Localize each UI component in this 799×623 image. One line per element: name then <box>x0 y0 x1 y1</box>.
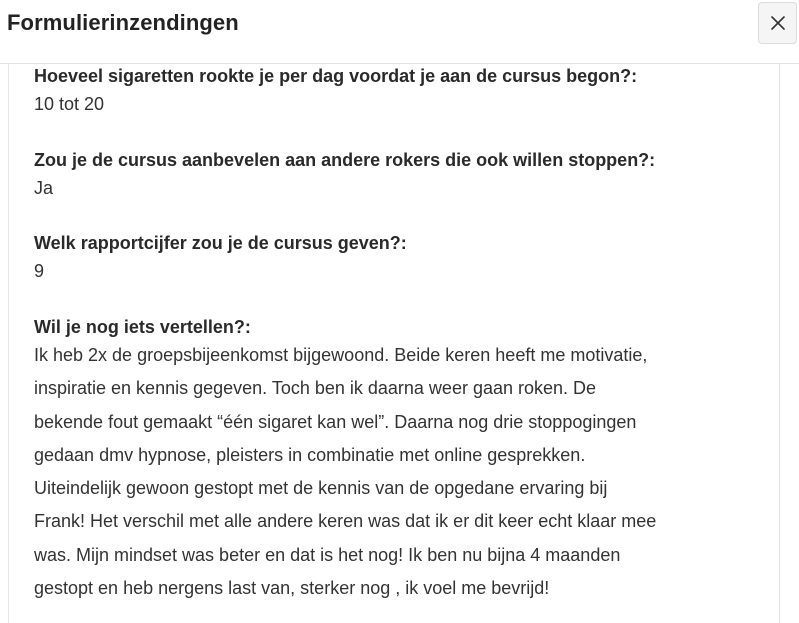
close-button[interactable] <box>758 2 797 44</box>
field-question: Hoeveel sigaretten rookte je per dag voordat je aan de cursus begon?: <box>34 66 638 86</box>
form-field <box>34 315 774 605</box>
field-answer <box>34 339 774 605</box>
field-answer: 9 <box>34 261 45 281</box>
answer-line: gedaan dmv hypnose, pleisters in combinatie met online gesprekken. <box>34 444 586 465</box>
answer-line: inspiratie en kennis gegeven. Toch ben ik daarna weer gaan roken. De <box>34 378 597 399</box>
field-question: Welk rapportcijfer zou je de cursus geven?: <box>34 233 407 253</box>
answer-line: was. Mijn mindset was beter en dat is het nog! Ik ben nu bijna 4 maanden <box>34 544 621 565</box>
field-answer: Ja <box>34 178 54 198</box>
close-icon <box>770 15 786 31</box>
answer-line: Ik heb 2x de groepsbijeenkomst bijgewoond. Beide keren heeft me motivatie, <box>34 345 648 365</box>
modal-header <box>0 0 799 64</box>
submission-content[interactable] <box>8 64 780 623</box>
form-field <box>34 148 655 205</box>
form-field <box>34 64 637 121</box>
answer-line: Uiteindelijk gewoon gestopt met de kennis van de opgedane ervaring bij <box>34 478 608 499</box>
modal-title: Formulierinzendingen <box>7 10 239 35</box>
field-answer: 10 tot 20 <box>34 94 105 114</box>
answer-line: bekende fout gemaakt “één sigaret kan wel”. Daarna nog drie stoppogingen <box>34 411 637 432</box>
field-question: Wil je nog iets vertellen?: <box>34 317 251 337</box>
answer-line: Frank! Het verschil met alle andere keren was dat ik er dit keer echt klaar mee <box>34 511 657 532</box>
field-question: Zou je de cursus aanbevelen aan andere rokers die ook willen stoppen?: <box>34 150 656 170</box>
answer-line: gestopt en heb nergens last van, sterker nog , ik voel me bevrijd! <box>34 578 550 599</box>
form-field <box>34 231 407 288</box>
